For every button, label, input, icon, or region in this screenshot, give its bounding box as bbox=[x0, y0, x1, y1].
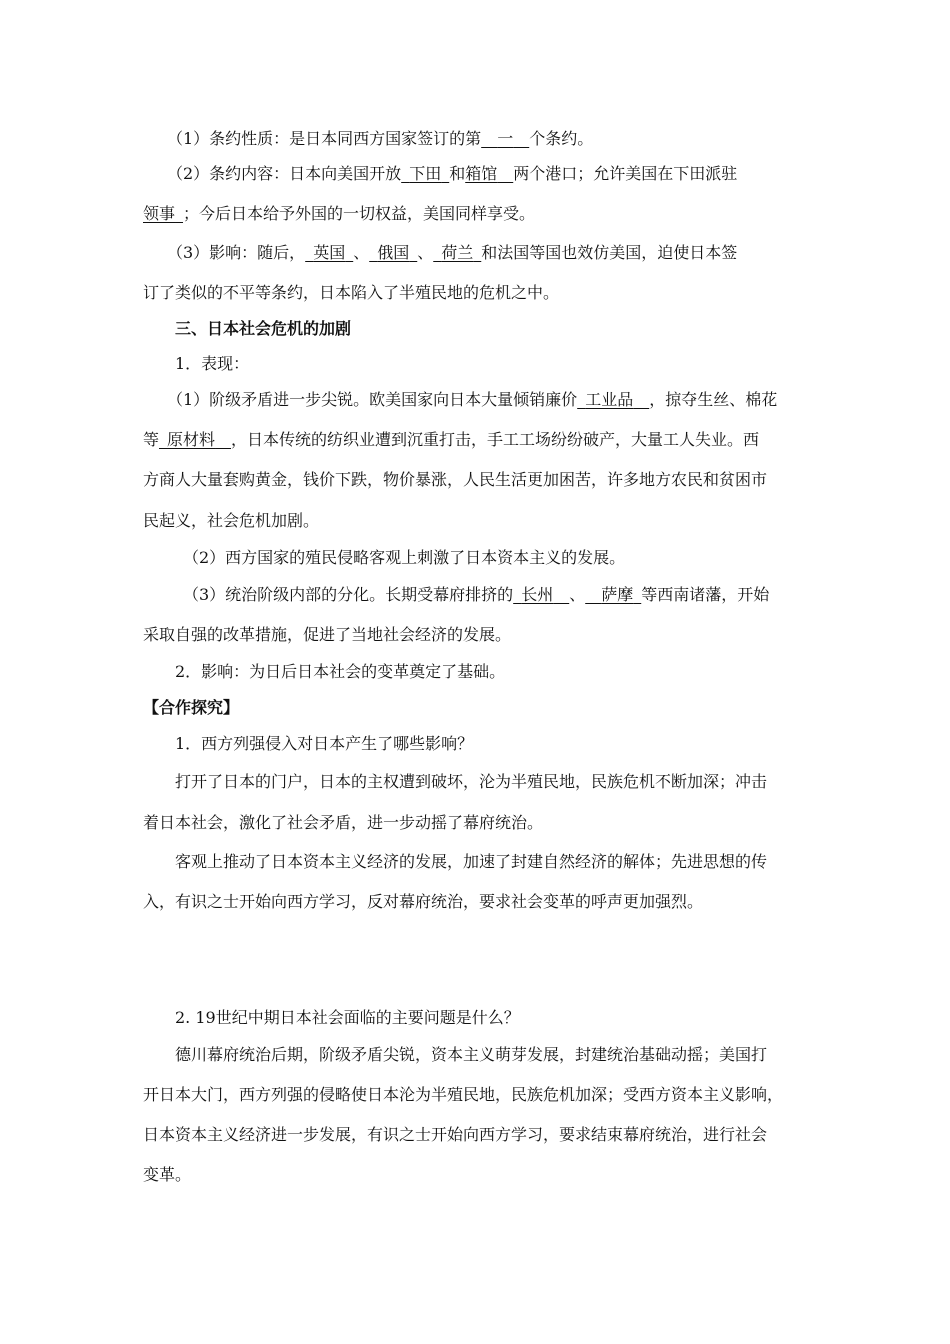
fill-blank: 下田 bbox=[409, 164, 442, 183]
treaty-nature-line bbox=[167, 128, 593, 150]
text: （3）影响：随后， bbox=[167, 243, 306, 262]
answer-line: 入，有识之士开始向西方学习，反对幕府统治，要求社会变革的呼声更加强烈。 bbox=[143, 892, 704, 911]
text: ，掠夺生丝、棉花 bbox=[649, 390, 778, 409]
paragraph-line: 采取自强的改革措施，促进了当地社会经济的发展。 bbox=[143, 625, 512, 644]
paragraph: 2．影响：为日后日本社会的变革奠定了基础。 bbox=[175, 662, 506, 681]
text: （2）条约内容：日本向美国开放 bbox=[167, 164, 402, 183]
fill-blank: 萨摩 bbox=[601, 585, 634, 604]
answer-line: 变革。 bbox=[143, 1165, 192, 1184]
paragraph: 1．表现： bbox=[175, 354, 250, 373]
answer-line: 德川幕府统治后期，阶级矛盾尖锐，资本主义萌芽发展，封建统治基础动摇；美国打 bbox=[175, 1045, 768, 1064]
text: 和 bbox=[449, 164, 466, 183]
treaty-impact-line-2: 订了类似的不平等条约，日本陷入了半殖民地的危机之中。 bbox=[143, 283, 560, 302]
section3-a-line bbox=[167, 389, 777, 411]
answer-line: 着日本社会，激化了社会矛盾，进一步动摇了幕府统治。 bbox=[143, 813, 544, 832]
text: 等西南诸藩，开始 bbox=[641, 585, 770, 604]
fill-blank: 原材料 bbox=[167, 430, 216, 449]
fill-blank: 荷兰 bbox=[441, 243, 474, 262]
answer-line: 客观上推动了日本资本主义经济的发展，加速了封建自然经济的解体；先进思想的传 bbox=[175, 852, 768, 871]
fill-blank: 长州 bbox=[521, 585, 554, 604]
answer-line: 打开了日本的门户，日本的主权遭到破坏，沦为半殖民地，民族危机不断加深；冲击 bbox=[175, 772, 768, 791]
text: ；今后日本给予外国的一切权益，美国同样享受。 bbox=[183, 204, 536, 223]
coop-heading: 【合作探究】 bbox=[143, 698, 240, 717]
treaty-content-line-2 bbox=[143, 203, 535, 225]
text: ，日本传统的纺织业遭到沉重打击，手工工场纷纷破产，大量工人失业。西 bbox=[231, 430, 760, 449]
text: （3）统治阶级内部的分化。长期受幕府排挤的 bbox=[183, 585, 514, 604]
text: 两个港口；允许美国在下田派驻 bbox=[513, 164, 738, 183]
treaty-content-line bbox=[167, 163, 737, 185]
fill-blank: 领事 bbox=[143, 204, 176, 223]
text: 等 bbox=[143, 430, 160, 449]
paragraph-line: 民起义，社会危机加剧。 bbox=[143, 511, 320, 530]
text: 和法国等国也效仿美国，迫使日本签 bbox=[481, 243, 738, 262]
text: （1）阶级矛盾进一步尖锐。欧美国家向日本大量倾销廉价 bbox=[167, 390, 578, 409]
section-heading: 三、日本社会危机的加剧 bbox=[175, 319, 352, 338]
answer-line: 开日本大门，西方列强的侵略使日本沦为半殖民地，民族危机加深；受西方资本主义影响， bbox=[143, 1085, 784, 1104]
question: 2. 19世纪中期日本社会面临的主要问题是什么？ bbox=[175, 1008, 520, 1027]
fill-blank: 箱馆 bbox=[465, 164, 498, 183]
question: 1．西方列强侵入对日本产生了哪些影响？ bbox=[175, 734, 474, 753]
paragraph-line: 方商人大量套购黄金，钱价下跌，物价暴涨，人民生活更加困苦，许多地方农民和贫困市 bbox=[143, 470, 768, 489]
answer-line: 日本资本主义经济进一步发展，有识之士开始向西方学习，要求结束幕府统治，进行社会 bbox=[143, 1125, 768, 1144]
section3-a-line-2 bbox=[143, 429, 759, 451]
paragraph: （2）西方国家的殖民侵略客观上刺激了日本资本主义的发展。 bbox=[183, 548, 626, 567]
fill-blank: 英国 bbox=[313, 243, 346, 262]
treaty-impact-line: （3）影响：随后， 英国 、 俄国 、 荷兰 和法国等国也效仿美国，迫使日本签 bbox=[167, 243, 738, 262]
fill-blank: 一 bbox=[497, 129, 514, 148]
text: （1）条约性质：是日本同西方国家签订的第 bbox=[167, 129, 482, 148]
section3-c-line: （3）统治阶级内部的分化。长期受幕府排挤的 长州 、 萨摩 等西南诸藩，开始 bbox=[183, 585, 770, 604]
fill-blank: 俄国 bbox=[377, 243, 410, 262]
text: 个条约。 bbox=[529, 129, 594, 148]
fill-blank: 工业品 bbox=[585, 390, 634, 409]
